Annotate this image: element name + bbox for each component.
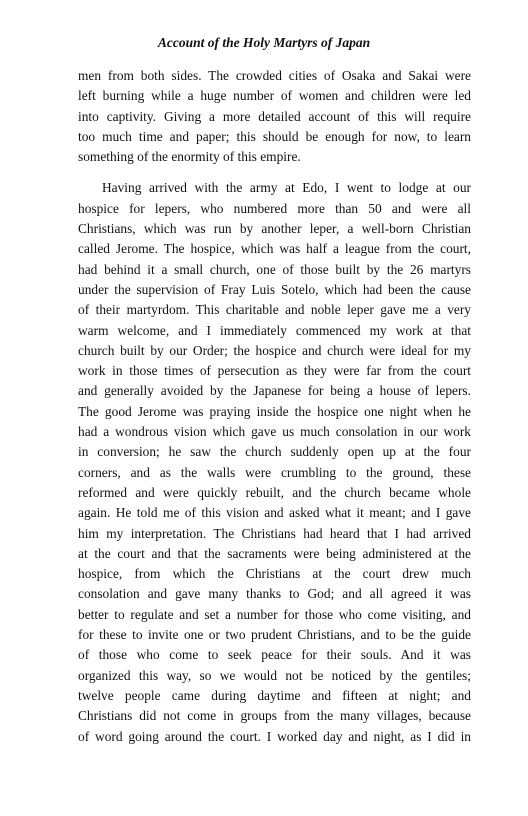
text-line: again. He told me of this vision and asked what it meant; and I gave [78, 505, 471, 521]
text-line: something of the enormity of this empire. [78, 149, 301, 165]
text-line: of their martyrdom. This charitable and noble leper gave me a very [78, 302, 471, 318]
text-line: him my interpretation. The Christians had heard that I had arrived [78, 525, 471, 541]
text-line: at the court and that the sacraments were being administered at the [78, 545, 471, 561]
text-line: warm welcome, and I immediately commenced my work at that [78, 322, 471, 338]
text-line: of those who come to seek peace for their souls. And it was [78, 647, 471, 663]
text-line: called Jerome. The hospice, which was half a league from the court, [78, 241, 471, 257]
text-line: church built by our Order; the hospice and church were ideal for my [78, 342, 471, 358]
paragraph [78, 66, 471, 167]
text-line: work in those times of persecution as they were far from the court [78, 363, 471, 379]
text-line: twelve people came during daytime and fifteen at night; and [78, 687, 471, 703]
body-text [78, 66, 471, 747]
text-line: in conversion; he saw the church suddenly open up at the four [78, 444, 471, 460]
text-line: reformed and were quickly rebuilt, and the church became whole [78, 484, 471, 500]
text-line: of word going around the court. I worked day and night, as I did in [78, 728, 471, 744]
text-line: Christians, which was run by another leper, a well-born Christian [78, 221, 471, 237]
text-line: had a wondrous vision which gave us much consolation in our work [78, 424, 471, 440]
text-line: organized this way, so we would not be noticed by the gentiles; [78, 667, 471, 683]
text-line: and generally avoided by the Japanese for being a house of lepers. [78, 383, 471, 399]
text-line: better to regulate and set a number for those who come visiting, and [78, 606, 471, 622]
text-line: Having arrived with the army at Edo, I went to lodge at our [102, 180, 471, 196]
text-line: corners, and as the walls were crumbling to the ground, these [78, 464, 471, 480]
text-line: had behind it a small church, one of those built by the 26 martyrs [78, 261, 471, 277]
text-line: under the supervision of Fray Luis Sotelo, which had been the cause [78, 281, 471, 297]
text-line: consolation and gave many thanks to God; and all agreed it was [78, 586, 471, 602]
text-line: into captivity. Giving a more detailed account of this will require [78, 108, 471, 124]
text-line: men from both sides. The crowded cities of Osaka and Sakai were [78, 68, 471, 83]
running-head: Account of the Holy Martyrs of Japan [157, 35, 371, 50]
text-line: hospice for lepers, who numbered more than 50 and were all [78, 200, 471, 216]
text-line: too much time and paper; this should be enough for now, to learn [78, 128, 471, 144]
text-line: hospice, from which the Christians at the court drew much [78, 566, 471, 582]
text-line: Christians did not come in groups from the many villages, because [78, 708, 471, 724]
text-line: The good Jerome was praying inside the hospice one night when he [78, 403, 471, 419]
text-line: left burning while a huge number of women and children were led [78, 88, 471, 104]
paragraph [78, 178, 471, 746]
paragraph-gap [78, 167, 471, 178]
text-line: for these to invite one or two prudent Christians, and to be the guide [78, 627, 471, 643]
